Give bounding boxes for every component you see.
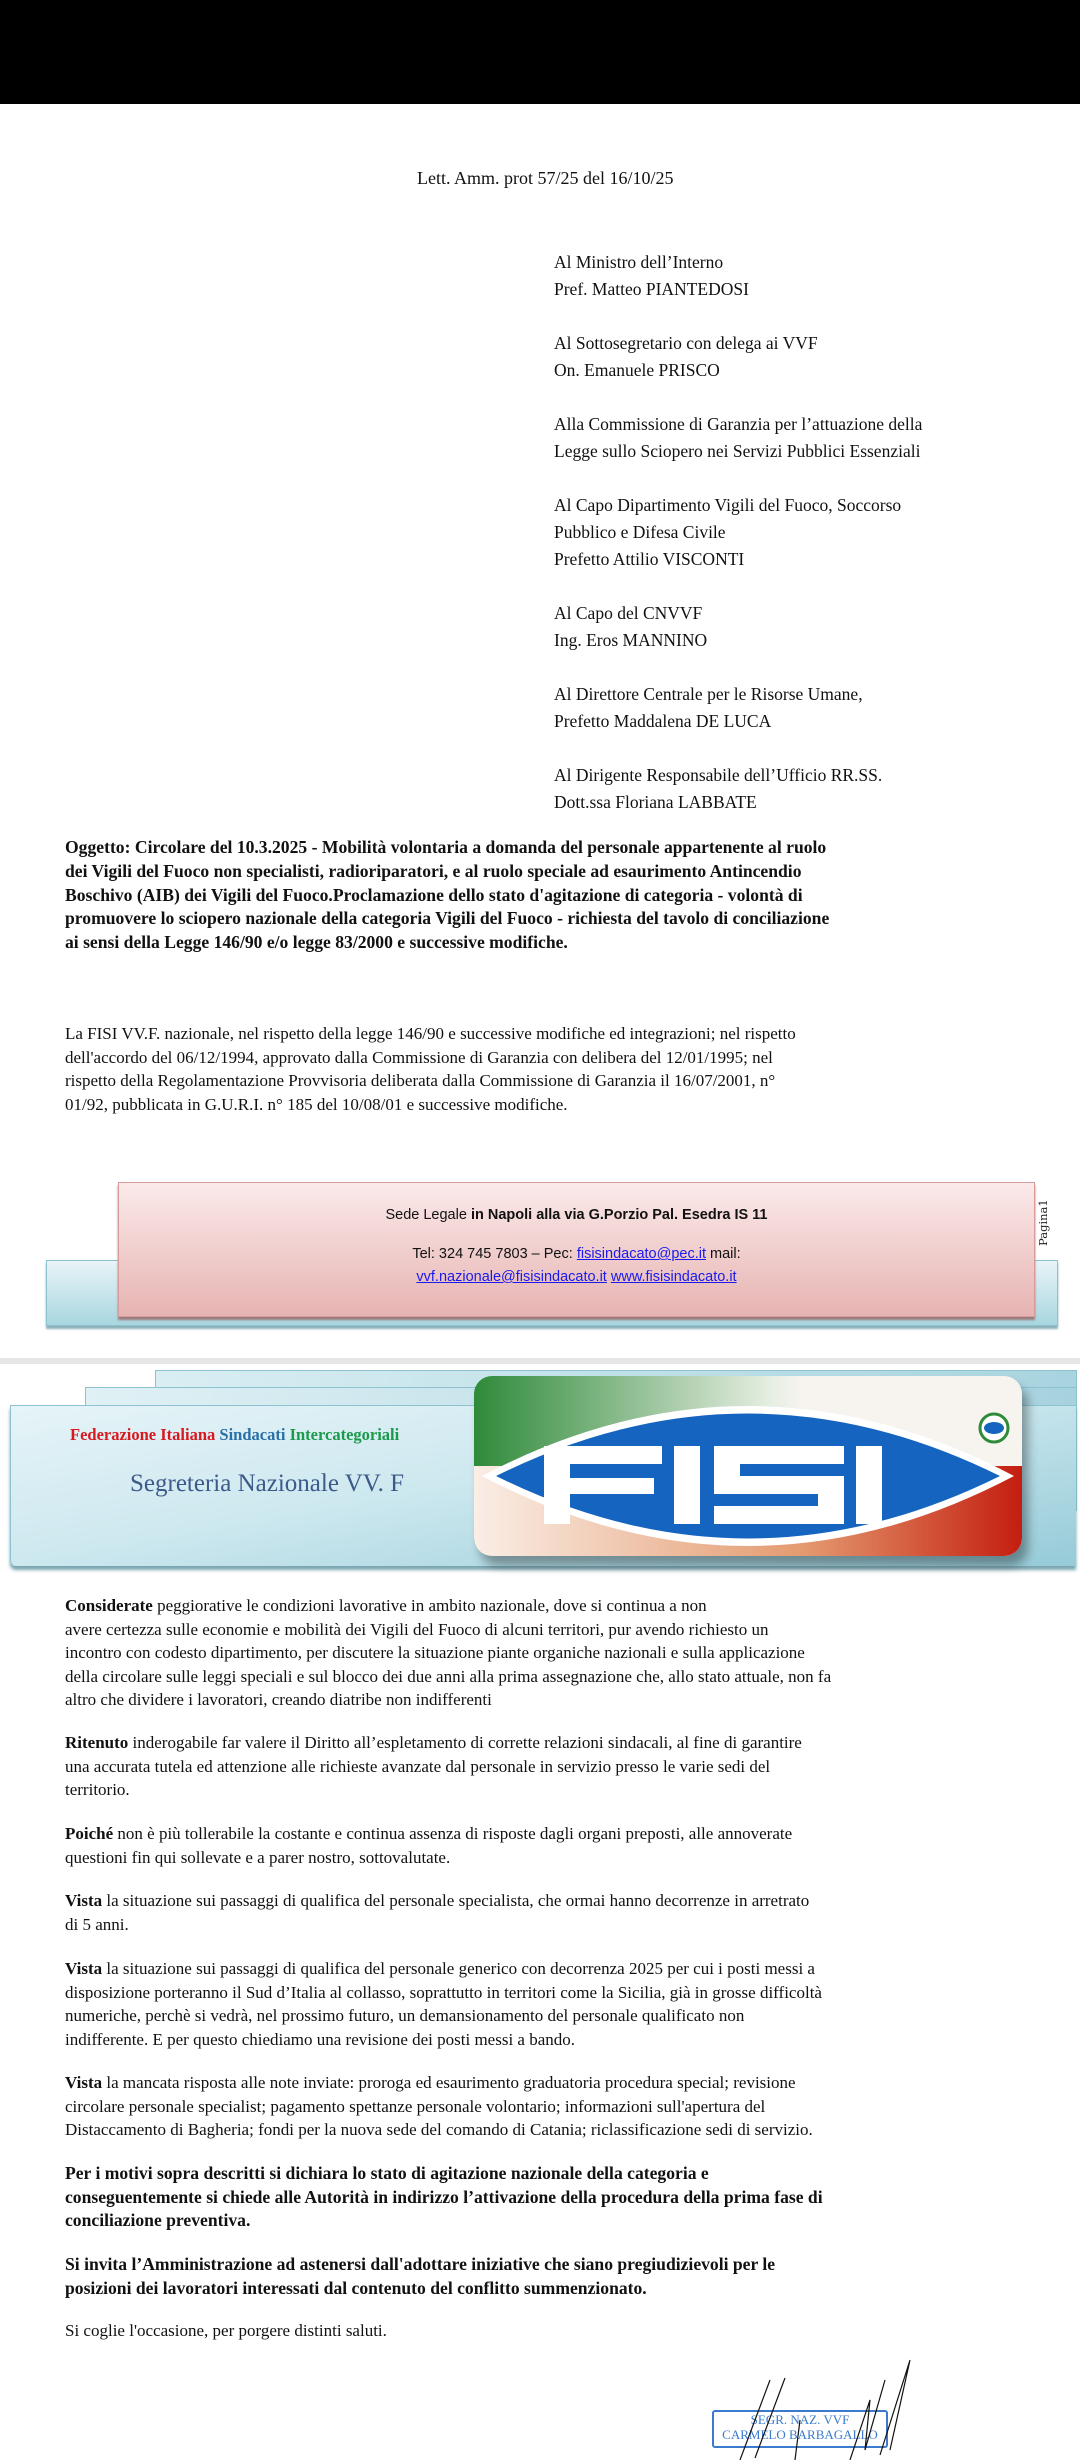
paragraph-vista-1 <box>65 1889 1025 1936</box>
recipient-line: Pubblico e Difesa Civile <box>554 522 726 542</box>
recipient-line: Pref. Matteo PIANTEDOSI <box>554 279 749 299</box>
logo-letter-s <box>714 1446 844 1524</box>
paragraph-line <box>65 1822 1025 1846</box>
paragraph-line <box>65 2071 1025 2095</box>
recipient <box>554 681 922 735</box>
paragraph-line: incontro con codesto dipartimento, per discutere la situazione piante organiche nazionali e sulla applicazione <box>65 1643 805 1662</box>
paragraph-line: avere certezza sulle economie e mobilità dei Vigili del Fuoco di alcuni territori, pur avendo richiesto un <box>65 1619 769 1639</box>
paragraph-lead: Vista <box>65 1959 103 1978</box>
segreteria-title: Segreteria Nazionale VV. F <box>130 1470 404 1497</box>
recipient <box>554 492 922 573</box>
paragraph-text: non è più tollerabile la costante e continua assenza di risposte dagli organi preposti, alle annoverate <box>113 1824 793 1843</box>
paragraph-line: altro che dividere i lavoratori, creando diatribe non indifferenti <box>65 1690 492 1709</box>
subject-line: Boschivo (AIB) dei Vigili del Fuoco.Proclamazione dello stato d'agitazione di categoria - volontà di <box>65 884 803 905</box>
paragraph-text: la situazione sui passaggi di qualifica del personale specialista, che ormai hanno decorrenze in arretrato <box>102 1891 810 1910</box>
fisi-logo-emblem <box>474 1376 1022 1556</box>
footer-sede-label: Sede Legale <box>385 1207 471 1223</box>
recipient-line: Al Dirigente Responsabile dell’Ufficio RR.SS. <box>554 765 883 785</box>
footer-links <box>119 1269 1034 1285</box>
footer-address <box>119 1207 1034 1223</box>
handwritten-signature <box>700 2340 920 2460</box>
paragraph-line: indifferente. E per questo chiediamo una revisione dei posti messi a bando. <box>65 2029 576 2049</box>
paragraph-invita <box>65 2253 1025 2300</box>
recipient <box>554 411 922 465</box>
recipient-line: Al Sottosegretario con delega ai VVF <box>554 333 818 353</box>
fed-green-text: Intercategoriali <box>289 1425 400 1444</box>
paragraph-poiche <box>65 1822 1025 1869</box>
footer-sede-address: in Napoli alla via G.Porzio Pal. Esedra IS 11 <box>470 1207 768 1223</box>
paragraph-text: la mancata risposta alle note inviate: proroga ed esaurimento graduatoria procedura special; revisione <box>102 2073 796 2092</box>
paragraph-line: Si invita l’Amministrazione ad astenersi dall'adottare iniziative che siano pregiudizievoli per le <box>65 2254 776 2274</box>
recipient-line: Alla Commissione di Garanzia per l’attuazione della <box>554 414 923 434</box>
paragraph-lead: Poiché <box>65 1824 114 1843</box>
recipient <box>554 600 922 654</box>
page-number: Pagina1 <box>1036 1199 1050 1246</box>
intro-line: rispetto della Regolamentazione Provvisoria deliberata dalla Commissione di Garanzia il 16/07/2001, n° <box>65 1071 776 1090</box>
stamp-line: CARMELO BARBAGALLO <box>722 2427 878 2442</box>
footer-tel: Tel: 324 745 7803 – Pec: <box>412 1246 577 1262</box>
paragraph-text: inderogabile far valere il Diritto all’espletamento di corrette relazioni sindacali, al fine di garantire <box>128 1733 802 1752</box>
recipients-block <box>554 249 922 843</box>
logo-letter-i2 <box>856 1446 882 1524</box>
paragraph-line: territorio. <box>65 1780 130 1799</box>
paragraph-line: questioni fin qui sollevate e a parer nostro, sottovalutate. <box>65 1847 451 1867</box>
subject-line: ai sensi della Legge 146/90 e/o legge 83/2000 e successive modifiche. <box>65 932 568 953</box>
footer-mail-label: mail: <box>705 1246 741 1262</box>
paragraph-line: disposizione porteranno il Sud d’Italia al collasso, soprattutto in territori come la Sicilia, già in grosse difficoltà <box>65 1982 822 2002</box>
closing-salutation <box>65 2319 1025 2343</box>
subject-line: promuovere lo sciopero nazionale della categoria Vigili del Fuoco - richiesta del tavolo di conciliazione <box>65 908 830 929</box>
pec-link[interactable]: fisisindacato@pec.it <box>576 1246 706 1262</box>
fed-red-text: Federazione Italiana <box>70 1425 216 1444</box>
intro-line: La FISI VV.F. nazionale, nel rispetto della legge 146/90 e successive modifiche ed integrazioni; nel rispetto <box>65 1024 796 1043</box>
protocol-reference: Lett. Amm. prot 57/25 del 16/10/25 <box>417 168 674 188</box>
recipient-line: Al Capo Dipartimento Vigili del Fuoco, Soccorso <box>554 495 902 515</box>
paragraph-line: Si coglie l'occasione, per porgere distinti saluti. <box>65 2321 387 2340</box>
recipient-line: On. Emanuele PRISCO <box>554 360 720 380</box>
paragraph-text: la situazione sui passaggi di qualifica del personale generico con decorrenza 2025 per cui i posti messi a <box>102 1959 815 1978</box>
fisi-logo <box>474 1376 1022 1556</box>
recipient-line: Ing. Eros MANNINO <box>554 630 708 650</box>
recipient-line: Legge sullo Sciopero nei Servizi Pubblici Essenziali <box>554 441 921 461</box>
intro-line: 01/92, pubblicata in G.U.R.I. n° 185 del 10/08/01 e successive modifiche. <box>65 1094 568 1114</box>
paragraph-lead: Considerate <box>65 1596 153 1615</box>
recipient <box>554 249 922 303</box>
logo-badge-inner <box>984 1422 1004 1434</box>
footer-panel <box>118 1182 1035 1317</box>
paragraph-line <box>65 1957 1025 1981</box>
mail-link[interactable]: vvf.nazionale@fisisindacato.it <box>416 1269 607 1285</box>
recipient-line: Prefetto Attilio VISCONTI <box>554 549 745 569</box>
paragraph-line: conciliazione preventiva. <box>65 2210 251 2230</box>
paragraph-line: circolare personale specialist; pagamento spettanze personale volontario; informazioni sull'apertura del <box>65 2096 766 2116</box>
recipient-line: Al Ministro dell’Interno <box>554 252 724 272</box>
paragraph-line <box>65 1594 1025 1618</box>
paragraph-line: numeriche, perchè si vedrà, nel prossimo futuro, un demansionamento del personale qualificato non <box>65 2006 745 2025</box>
federation-name <box>70 1425 399 1445</box>
stamp-line: SEGR. NAZ. VVF <box>750 2412 850 2427</box>
paragraph-line: Per i motivi sopra descritti si dichiara lo stato di agitazione nazionale della categoria e <box>65 2163 709 2183</box>
recipient <box>554 762 922 816</box>
subject-paragraph <box>65 836 1025 955</box>
paragraph-line <box>65 1731 1025 1755</box>
page-separator <box>0 1358 1080 1364</box>
recipient-line: Prefetto Maddalena DE LUCA <box>554 711 772 731</box>
paragraph-line: conseguentemente si chiede alle Autorità in indirizzo l’attivazione della procedura della prima fase di <box>65 2186 823 2207</box>
intro-line: dell'accordo del 06/12/1994, approvato dalla Commissione di Garanzia con delibera del 12/01/1995; nel <box>65 1047 773 1067</box>
paragraph-line: una accurata tutela ed attenzione alle richieste avanzate dal personale in servizio presso le varie sedi del <box>65 1756 771 1776</box>
paragraph-lead: Vista <box>65 2073 103 2092</box>
footer-contacts <box>119 1246 1034 1262</box>
recipient-line: Dott.ssa Floriana LABBATE <box>554 792 757 812</box>
recipient <box>554 330 922 384</box>
intro-paragraph <box>65 1022 1025 1116</box>
recipient-line: Al Capo del CNVVF <box>554 603 703 623</box>
paragraph-text: peggiorative le condizioni lavorative in ambito nazionale, dove si continua a non <box>152 1596 707 1615</box>
paragraph-line <box>65 1889 1025 1913</box>
paragraph-ritenuto <box>65 1731 1025 1802</box>
top-black-bar <box>0 0 1080 104</box>
paragraph-line: Distaccamento di Bagheria; fondi per la nuova sede del comando di Catania; riclassificazione sedi di servizio. <box>65 2120 813 2139</box>
fed-blue-text: Sindacati <box>219 1425 286 1444</box>
paragraph-line: della circolare sulle leggi speciali e sul blocco dei due anni alla prima assegnazione che, allo stato attuale, non fa <box>65 1666 832 1686</box>
logo-letter-i1 <box>674 1446 700 1524</box>
paragraph-line: di 5 anni. <box>65 1914 129 1934</box>
paragraph-vista-2 <box>65 1957 1025 2051</box>
paragraph-vista-3 <box>65 2071 1025 2142</box>
subject-line: dei Vigili del Fuoco non specialisti, radioriparatori, e al ruolo speciale ad esaurimento Antincendio <box>65 860 802 881</box>
website-link[interactable]: www.fisisindacato.it <box>610 1269 737 1285</box>
paragraph-considerate <box>65 1594 1025 1712</box>
paragraph-motivi <box>65 2162 1025 2233</box>
paragraph-line: posizioni dei lavoratori interessati dal contenuto del conflitto summenzionato. <box>65 2277 647 2298</box>
recipient-line: Al Direttore Centrale per le Risorse Umane, <box>554 684 863 704</box>
subject-line: Oggetto: Circolare del 10.3.2025 - Mobilità volontaria a domanda del personale appartenente al ruolo <box>65 837 827 857</box>
paragraph-lead: Vista <box>65 1891 103 1910</box>
paragraph-lead: Ritenuto <box>65 1733 129 1752</box>
